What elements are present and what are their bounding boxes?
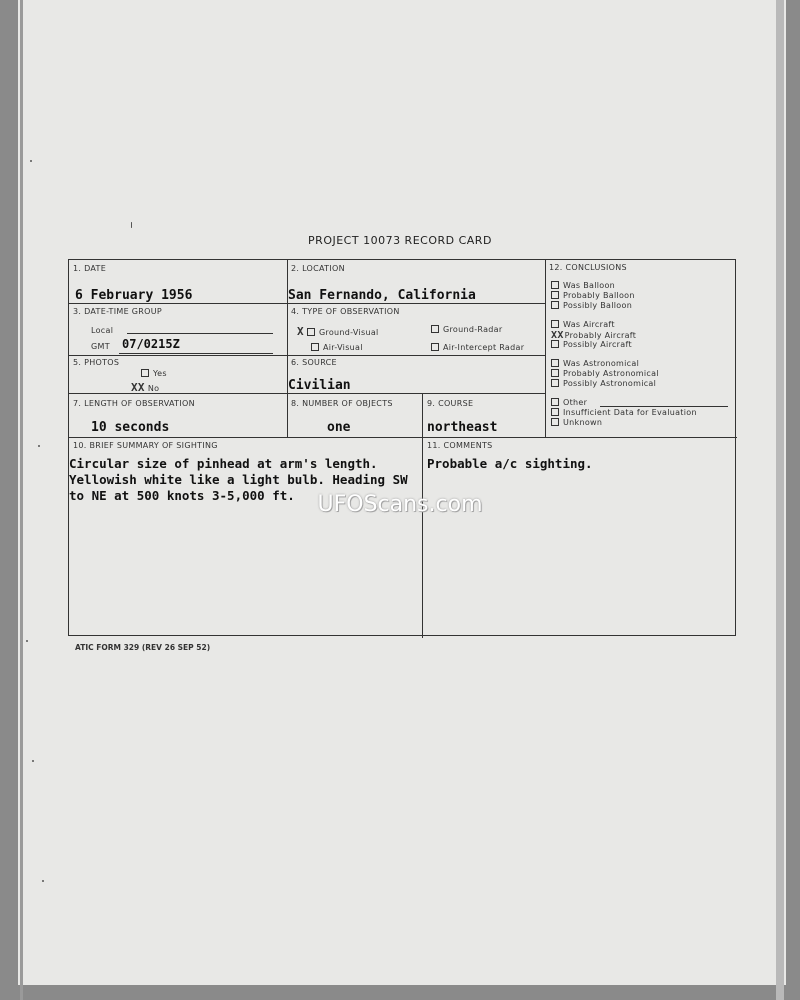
course-value: northeast [427,420,498,435]
checkbox-icon [307,328,315,336]
local-underline [127,333,273,334]
divider [287,260,288,438]
divider [69,355,545,356]
air-intercept-radar-option: Air-Intercept Radar [431,343,524,352]
source-value: Civilian [288,378,351,393]
checkbox-icon [551,340,559,348]
checkbox-icon [551,418,559,426]
ground-radar-option: Ground-Radar [431,325,502,334]
type-of-observation-label: 4. TYPE OF OBSERVATION [291,307,400,316]
checkbox-icon [551,301,559,309]
watermark: UFOScans.com [317,492,483,517]
scan-speck [38,445,40,447]
divider [69,437,737,438]
checkbox-icon [551,281,559,289]
divider [69,303,545,304]
checkbox-icon [551,369,559,377]
location-value: San Fernando, California [288,288,476,303]
conclusions-label: 12. CONCLUSIONS [549,263,627,272]
gmt-underline [119,353,273,354]
scan-speck [26,640,28,642]
checkbox-icon [551,320,559,328]
checkbox-icon [551,379,559,387]
comments-label: 11. COMMENTS [427,441,493,450]
scan-speck [42,880,44,882]
ground-visual-mark: X [297,325,304,338]
source-label: 6. SOURCE [291,358,337,367]
course-label: 9. COURSE [427,399,474,408]
scan-speck [30,160,32,162]
checkbox-icon [141,369,149,377]
conclusion-possibly-aircraft: Possibly Aircraft [551,340,632,349]
conclusion-possibly-balloon: Possibly Balloon [551,301,632,310]
scan-speck [32,760,34,762]
other-underline [600,406,728,407]
scan-speck [131,222,132,228]
ground-visual-option: X Ground-Visual [297,325,379,338]
conclusion-probably-balloon: Probably Balloon [551,291,635,300]
checkbox-icon [551,408,559,416]
record-card [68,259,736,636]
gmt-label: GMT [91,342,110,351]
date-time-group-label: 3. DATE-TIME GROUP [73,307,163,316]
conclusion-insufficient-data: Insufficient Data for Evaluation [551,408,697,417]
number-of-objects-label: 8. NUMBER OF OBJECTS [291,399,393,408]
date-value: 6 February 1956 [75,288,193,303]
photos-no-option: XX No [131,381,160,394]
checkbox-icon [551,359,559,367]
photos-no-mark: XX [131,381,145,394]
checkbox-icon [431,325,439,333]
location-label: 2. LOCATION [291,264,345,273]
conclusion-was-aircraft: Was Aircraft [551,320,615,329]
divider [545,260,546,438]
photos-yes-option: Yes [141,369,167,378]
conclusion-other: Other [551,398,587,407]
checkbox-icon [551,291,559,299]
card-title: PROJECT 10073 RECORD CARD [308,234,492,247]
photos-label: 5. PHOTOS [73,358,120,367]
air-visual-option: Air-Visual [311,343,363,352]
local-label: Local [91,326,114,335]
gmt-value: 07/0215Z [122,337,180,351]
checkbox-icon [431,343,439,351]
comments-value: Probable a/c sighting. [427,456,593,471]
conclusion-probably-aircraft: XXProbably Aircraft [551,330,637,341]
conclusion-possibly-astronomical: Possibly Astronomical [551,379,656,388]
probably-aircraft-mark: XX [551,330,564,341]
form-footer: ATIC FORM 329 (REV 26 SEP 52) [75,643,211,652]
checkbox-icon [551,398,559,406]
conclusion-unknown: Unknown [551,418,602,427]
summary-value: Circular size of pinhead at arm's length. Yellowish white like a light bulb. Heading SW to NE at 500 knots 3-5,000 ft. [69,456,408,503]
conclusion-was-balloon: Was Balloon [551,281,615,290]
summary-label: 10. BRIEF SUMMARY OF SIGHTING [73,441,218,450]
length-of-observation-label: 7. LENGTH OF OBSERVATION [73,399,195,408]
length-of-observation-value: 10 seconds [91,420,170,435]
number-of-objects-value: one [327,420,351,435]
conclusion-was-astronomical: Was Astronomical [551,359,639,368]
checkbox-icon [311,343,319,351]
conclusion-probably-astronomical: Probably Astronomical [551,369,659,378]
date-label: 1. DATE [73,264,107,273]
